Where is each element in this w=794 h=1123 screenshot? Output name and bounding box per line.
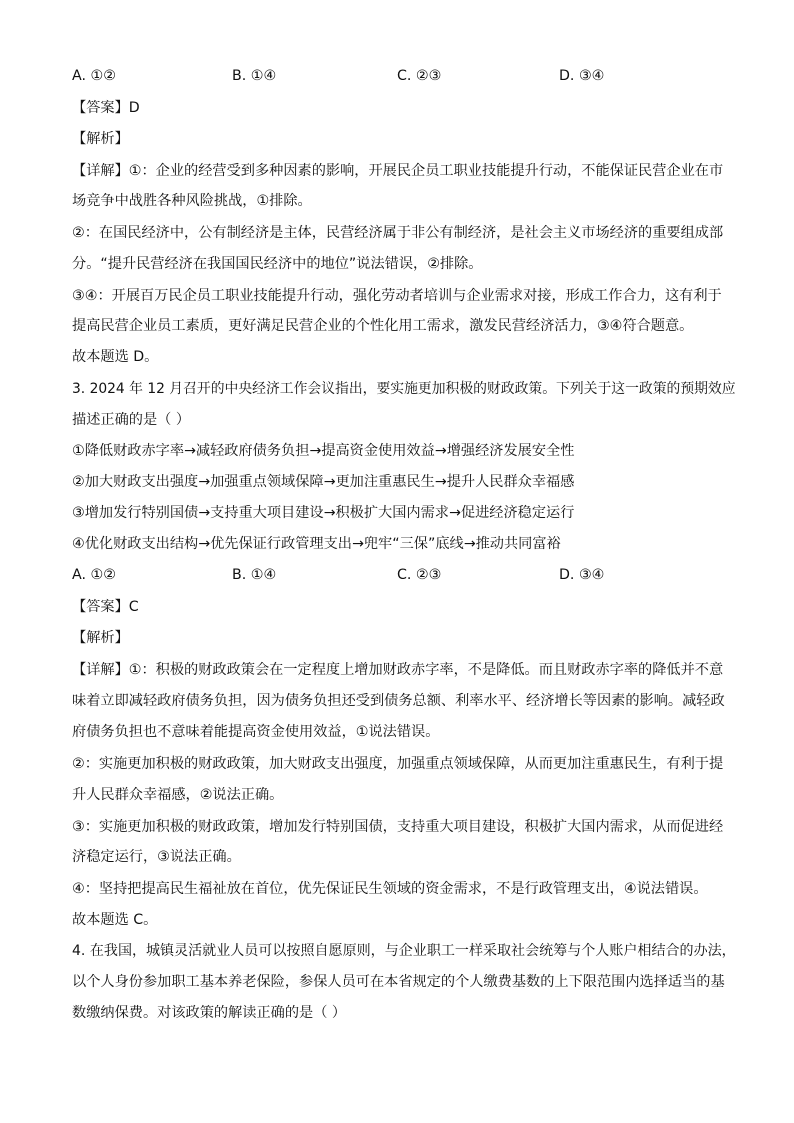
q2-option-c: C. ②③ (397, 68, 442, 84)
q2-detail-line: 【详解】①：企业的经营受到多种因素的影响，开展民企员工职业技能提升行动，不能保证民营企业在市 (72, 163, 724, 179)
q3-option-a: A. ①② (72, 567, 116, 583)
q3-detail-line: 【详解】①：积极的财政政策会在一定程度上增加财政赤字率，不是降低。而且财政赤字率的降低并不意 (72, 662, 724, 678)
q2-detail-line: 提高民营企业员工素质，更好满足民营企业的个性化用工需求，激发民营经济活力，③④符合题意。 (72, 318, 694, 334)
q3-detail-line: ②：实施更加积极的财政政策，加大财政支出强度，加强重点领域保障，从而更加注重惠民生，有利于提 (72, 756, 724, 772)
q3-item-1: ①降低财政赤字率→减轻政府债务负担→提高资金使用效益→增强经济发展安全性 (72, 443, 575, 459)
q3-option-d: D. ③④ (559, 567, 605, 583)
q4-stem-line: 数缴纳保费。对该政策的解读正确的是（ ） (72, 1005, 347, 1021)
q3-conclusion: 故本题选 C。 (72, 912, 158, 928)
q2-option-d: D. ③④ (559, 68, 605, 84)
q3-answer: 【答案】C (72, 599, 139, 615)
q2-detail-line: 场竞争中战胜各种风险挑战，①排除。 (72, 193, 312, 209)
q2-detail-line: ②：在国民经济中，公有制经济是主体，民营经济属于非公有制经济，是社会主义市场经济的重要组成部 (72, 225, 724, 241)
q2-option-b: B. ①④ (232, 68, 277, 84)
q4-stem-line: 以个人身份参加职工基本养老保险，参保人员可在本省规定的个人缴费基数的上下限范围内选择适当的基 (72, 974, 725, 990)
q2-detail-line: 分。“提升民营经济在我国国民经济中的地位”说法错误，②排除。 (72, 256, 483, 272)
q3-detail-line: 升人民群众幸福感，②说法正确。 (72, 787, 284, 803)
q3-item-2: ②加大财政支出强度→加强重点领域保障→更加注重惠民生→提升人民群众幸福感 (72, 474, 575, 490)
q3-detail-line: ③：实施更加积极的财政政策，增加发行特别国债，支持重大项目建设，积极扩大国内需求，从而促进经 (72, 819, 724, 835)
q3-stem-line: 描述正确的是（ ） (72, 412, 191, 428)
q2-analysis-heading: 【解析】 (72, 131, 129, 147)
q3-detail-line: 府债务负担也不意味着能提高资金使用效益，①说法错误。 (72, 724, 440, 740)
q3-item-3: ③增加发行特别国债→支持重大项目建设→积极扩大国内需求→促进经济稳定运行 (72, 505, 575, 521)
q3-item-4: ④优化财政支出结构→优先保证行政管理支出→兜牢“三保”底线→推动共同富裕 (72, 536, 561, 552)
q3-option-c: C. ②③ (397, 567, 442, 583)
q2-answer: 【答案】D (72, 100, 140, 116)
q3-detail-line: ④：坚持把提高民生福祉放在首位，优先保证民生领域的资金需求，不是行政管理支出，④说法错误。 (72, 881, 708, 897)
q2-conclusion: 故本题选 D。 (72, 349, 159, 365)
q3-detail-line: 济稳定运行，③说法正确。 (72, 849, 241, 865)
q3-detail-line: 味着立即减轻政府债务负担，因为债务负担还受到债务总额、利率水平、经济增长等因素的影响。减轻政 (72, 693, 725, 709)
q3-analysis-heading: 【解析】 (72, 630, 129, 646)
q2-detail-line: ③④：开展百万民企员工职业技能提升行动，强化劳动者培训与企业需求对接，形成工作合力，这有利于 (72, 288, 722, 304)
q2-options (72, 66, 732, 86)
q2-option-a: A. ①② (72, 68, 116, 84)
q3-options (72, 565, 732, 585)
q3-option-b: B. ①④ (232, 567, 277, 583)
q3-stem-line: 3. 2024 年 12 月召开的中央经济工作会议指出，要实施更加积极的财政政策。下列关于这一政策的预期效应 (72, 381, 736, 397)
q4-stem-line: 4. 在我国，城镇灵活就业人员可以按照自愿原则，与企业职工一样采取社会统筹与个人账户相结合的办法， (72, 943, 736, 959)
